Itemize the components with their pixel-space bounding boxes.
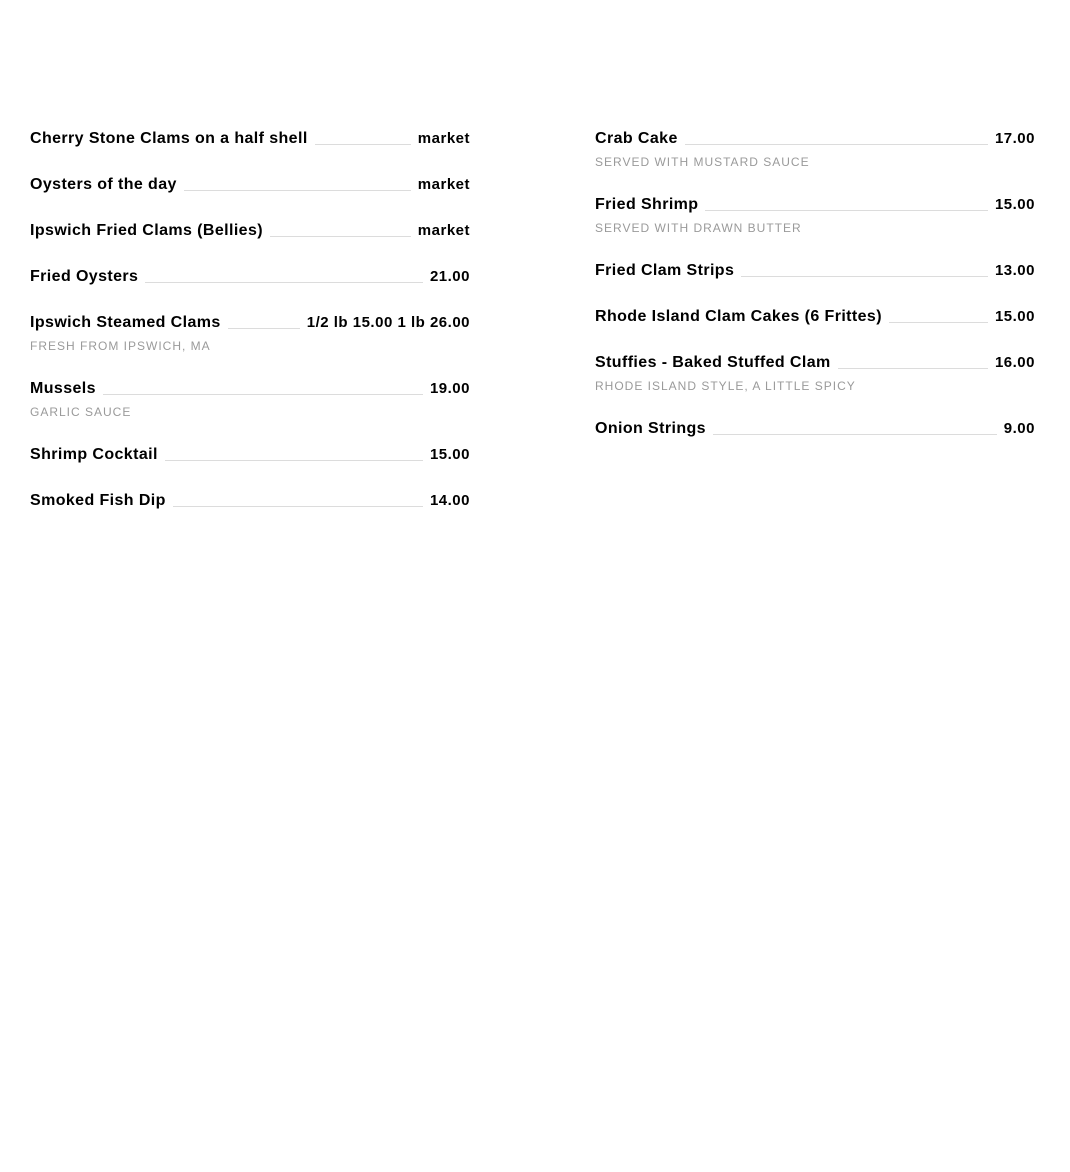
dotted-leader	[315, 144, 411, 145]
menu-item-price: 15.00	[429, 446, 470, 463]
dotted-leader	[103, 394, 423, 395]
menu-item	[30, 268, 470, 290]
menu-item	[595, 420, 1035, 442]
menu-item-name: Fried Shrimp	[595, 196, 699, 213]
menu-item-name: Fried Clam Strips	[595, 262, 735, 279]
menu-item-price: 13.00	[994, 262, 1035, 279]
menu-item-price: market	[417, 222, 470, 239]
menu-item	[30, 130, 470, 152]
dotted-leader	[270, 236, 411, 237]
menu-item-price: 1/2 lb 15.00 1 lb 26.00	[306, 314, 470, 331]
menu-item-name: Cherry Stone Clams on a half shell	[30, 130, 308, 147]
dotted-leader	[165, 460, 423, 461]
menu-item	[595, 262, 1035, 284]
dotted-leader	[184, 190, 411, 191]
menu-item-description: SERVED WITH MUSTARD SAUCE	[595, 155, 810, 169]
menu-item-name: Stuffies - Baked Stuffed Clam	[595, 354, 831, 371]
dotted-leader	[741, 276, 988, 277]
menu-item-name: Ipswich Steamed Clams	[30, 314, 221, 331]
menu-item-name: Crab Cake	[595, 130, 678, 147]
menu-item	[595, 308, 1035, 330]
dotted-leader	[173, 506, 423, 507]
menu-item-price: 15.00	[994, 196, 1035, 213]
dotted-leader	[685, 144, 988, 145]
menu-item-name: Ipswich Fried Clams (Bellies)	[30, 222, 263, 239]
dotted-leader	[838, 368, 988, 369]
dotted-leader	[889, 322, 988, 323]
menu-item-price: 21.00	[429, 268, 470, 285]
menu-item-name: Rhode Island Clam Cakes (6 Frittes)	[595, 308, 882, 325]
menu-column-left	[30, 130, 470, 538]
menu-item	[595, 196, 1035, 238]
menu-item-name: Shrimp Cocktail	[30, 446, 158, 463]
menu-column-right	[595, 130, 1035, 538]
menu-item-price: market	[417, 176, 470, 193]
menu-grid	[30, 130, 1035, 538]
menu-item	[30, 222, 470, 244]
menu-item-name: Oysters of the day	[30, 176, 177, 193]
menu-item-price: 9.00	[1003, 420, 1035, 437]
menu-item	[30, 176, 470, 198]
menu-item-name: Fried Oysters	[30, 268, 139, 285]
menu-item	[595, 354, 1035, 396]
dotted-leader	[228, 328, 300, 329]
menu-item-price: 15.00	[994, 308, 1035, 325]
menu-item	[595, 130, 1035, 172]
menu-item	[30, 492, 470, 514]
menu-item-name: Smoked Fish Dip	[30, 492, 166, 509]
menu-item-description: FRESH FROM IPSWICH, MA	[30, 339, 211, 353]
menu-item-price: 16.00	[994, 354, 1035, 371]
menu-item-price: 14.00	[429, 492, 470, 509]
menu-item	[30, 314, 470, 356]
dotted-leader	[713, 434, 997, 435]
menu-item-description: RHODE ISLAND STYLE, A LITTLE SPICY	[595, 379, 856, 393]
menu-item-price: market	[417, 130, 470, 147]
menu-item-name: Mussels	[30, 380, 96, 397]
menu-item	[30, 380, 470, 422]
dotted-leader	[145, 282, 423, 283]
menu-item	[30, 446, 470, 468]
menu-item-name: Onion Strings	[595, 420, 706, 437]
dotted-leader	[705, 210, 987, 211]
menu-item-description: GARLIC SAUCE	[30, 405, 132, 419]
menu-item-price: 17.00	[994, 130, 1035, 147]
menu-item-price: 19.00	[429, 380, 470, 397]
menu-item-description: SERVED WITH DRAWN BUTTER	[595, 221, 802, 235]
